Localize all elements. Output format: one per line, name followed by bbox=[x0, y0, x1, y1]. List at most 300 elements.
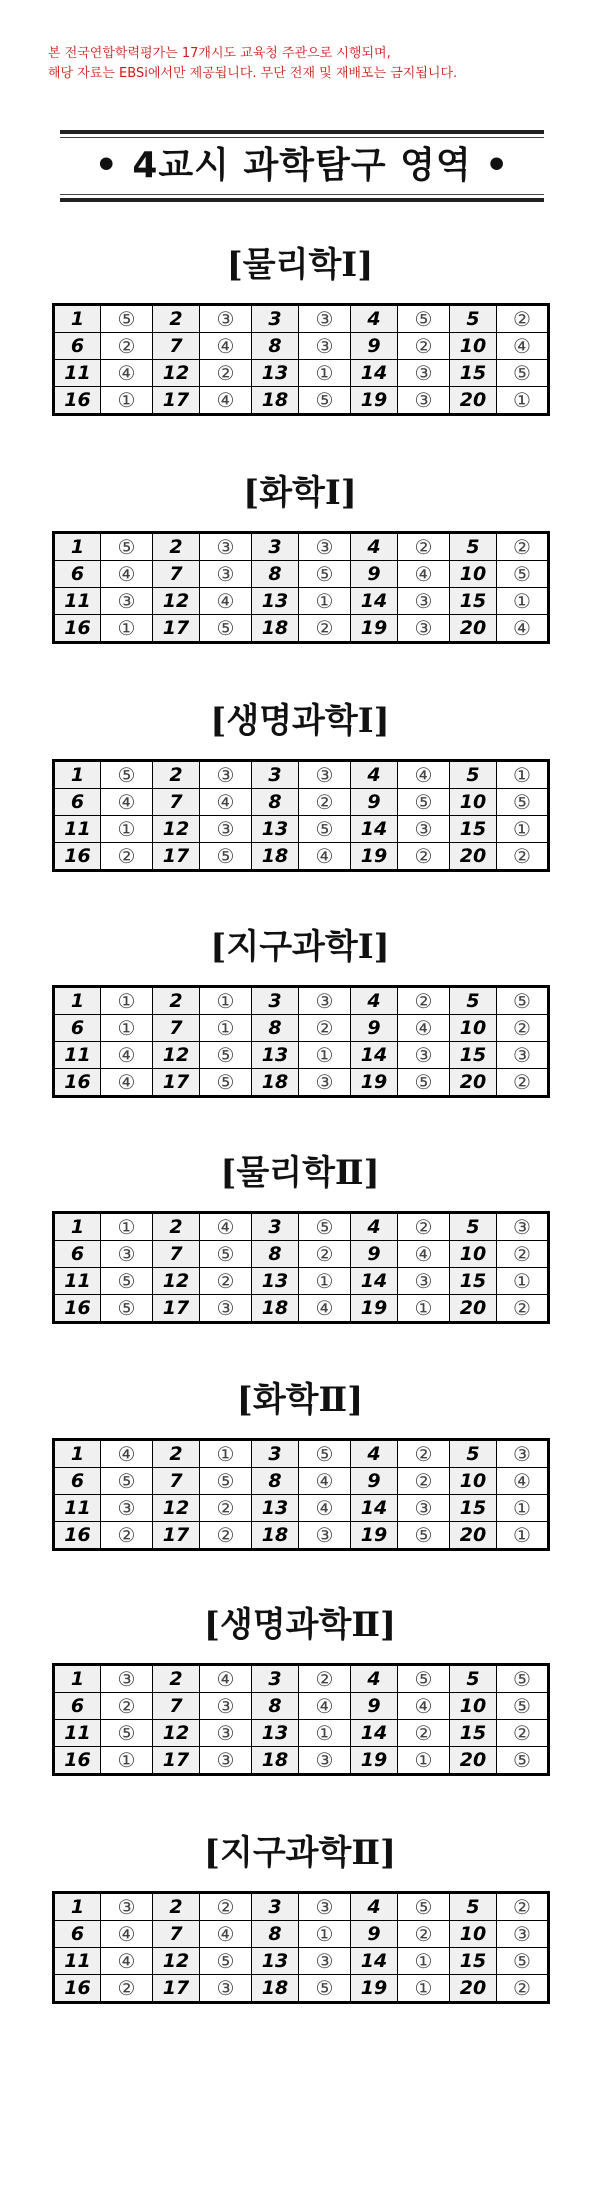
question-number: 19 bbox=[351, 387, 398, 415]
question-number: 2 bbox=[153, 533, 200, 561]
answer-value: ④ bbox=[101, 789, 153, 816]
section-banner bbox=[60, 130, 544, 202]
question-number: 14 bbox=[351, 588, 398, 615]
answer-value: ③ bbox=[398, 588, 450, 615]
answer-row bbox=[54, 987, 549, 1015]
answer-value: ② bbox=[398, 533, 450, 561]
answer-table bbox=[52, 1438, 550, 1551]
question-number: 13 bbox=[252, 1268, 299, 1295]
answer-value: ④ bbox=[497, 333, 549, 360]
question-number: 19 bbox=[351, 1069, 398, 1097]
question-number: 12 bbox=[153, 816, 200, 843]
answer-value: ③ bbox=[398, 1042, 450, 1069]
answer-value: ③ bbox=[497, 1042, 549, 1069]
question-number: 3 bbox=[252, 1440, 299, 1468]
answer-value: ① bbox=[497, 387, 549, 415]
question-number: 14 bbox=[351, 1948, 398, 1975]
question-number: 10 bbox=[450, 1015, 497, 1042]
answer-table bbox=[52, 1891, 550, 2004]
answer-value: ② bbox=[497, 843, 549, 871]
answer-row bbox=[54, 615, 549, 643]
question-number: 17 bbox=[153, 615, 200, 643]
answer-value: ① bbox=[497, 1522, 549, 1550]
question-number: 7 bbox=[153, 1241, 200, 1268]
question-number: 9 bbox=[351, 1468, 398, 1495]
question-number: 11 bbox=[54, 1720, 101, 1747]
question-number: 19 bbox=[351, 615, 398, 643]
question-number: 17 bbox=[153, 1069, 200, 1097]
question-number: 14 bbox=[351, 1042, 398, 1069]
section-title: [화학Ⅰ] bbox=[243, 473, 357, 513]
answer-value: ⑤ bbox=[398, 789, 450, 816]
answer-row bbox=[54, 1213, 549, 1241]
question-number: 1 bbox=[54, 1893, 101, 1921]
copyright-notice bbox=[48, 44, 457, 84]
question-number: 7 bbox=[153, 1921, 200, 1948]
section-title: [지구과학Ⅰ] bbox=[210, 927, 390, 967]
answer-value: ⑤ bbox=[200, 1241, 252, 1268]
question-number: 18 bbox=[252, 843, 299, 871]
answer-value: ⑤ bbox=[101, 1268, 153, 1295]
question-number: 9 bbox=[351, 1015, 398, 1042]
question-number: 15 bbox=[450, 816, 497, 843]
question-number: 6 bbox=[54, 333, 101, 360]
answer-row bbox=[54, 1693, 549, 1720]
question-number: 18 bbox=[252, 1295, 299, 1323]
question-number: 19 bbox=[351, 1522, 398, 1550]
answer-row bbox=[54, 1921, 549, 1948]
question-number: 16 bbox=[54, 387, 101, 415]
question-number: 20 bbox=[450, 1522, 497, 1550]
question-number: 2 bbox=[153, 1893, 200, 1921]
answer-row bbox=[54, 333, 549, 360]
question-number: 7 bbox=[153, 1015, 200, 1042]
answer-value: ③ bbox=[200, 533, 252, 561]
question-number: 16 bbox=[54, 843, 101, 871]
question-number: 16 bbox=[54, 615, 101, 643]
question-number: 6 bbox=[54, 561, 101, 588]
question-number: 20 bbox=[450, 843, 497, 871]
question-number: 8 bbox=[252, 1921, 299, 1948]
question-number: 14 bbox=[351, 816, 398, 843]
question-number: 9 bbox=[351, 1921, 398, 1948]
question-number: 9 bbox=[351, 789, 398, 816]
answer-value: ⑤ bbox=[200, 615, 252, 643]
answer-row bbox=[54, 1468, 549, 1495]
answer-value: ③ bbox=[200, 1720, 252, 1747]
answer-value: ③ bbox=[200, 816, 252, 843]
answer-value: ④ bbox=[299, 1693, 351, 1720]
answer-value: ② bbox=[398, 1468, 450, 1495]
answer-value: ③ bbox=[299, 533, 351, 561]
answer-value: ⑤ bbox=[398, 1522, 450, 1550]
answer-value: ③ bbox=[200, 1975, 252, 2003]
question-number: 13 bbox=[252, 1720, 299, 1747]
question-number: 10 bbox=[450, 1693, 497, 1720]
answer-section bbox=[52, 927, 548, 1098]
question-number: 16 bbox=[54, 1069, 101, 1097]
answer-value: ② bbox=[497, 1069, 549, 1097]
answer-value: ⑤ bbox=[497, 1747, 549, 1775]
answer-value: ④ bbox=[101, 1440, 153, 1468]
banner-title: • 4교시 과학탐구 영역 • bbox=[94, 145, 510, 186]
notice-line-2: 해당 자료는 EBSi에서만 제공됩니다. 무단 전재 및 재배포는 금지됩니다. bbox=[48, 66, 458, 81]
answer-value: ③ bbox=[299, 1747, 351, 1775]
question-number: 12 bbox=[153, 1042, 200, 1069]
answer-table bbox=[52, 1663, 550, 1776]
answer-value: ③ bbox=[299, 1893, 351, 1921]
question-number: 20 bbox=[450, 387, 497, 415]
question-number: 2 bbox=[153, 1665, 200, 1693]
answer-value: ② bbox=[497, 1295, 549, 1323]
answer-value: ② bbox=[299, 615, 351, 643]
answer-row bbox=[54, 1495, 549, 1522]
question-number: 4 bbox=[351, 1893, 398, 1921]
answer-section bbox=[52, 1380, 548, 1551]
question-number: 18 bbox=[252, 387, 299, 415]
answer-row bbox=[54, 360, 549, 387]
answer-row bbox=[54, 816, 549, 843]
question-number: 10 bbox=[450, 789, 497, 816]
answer-value: ⑤ bbox=[497, 789, 549, 816]
answer-value: ② bbox=[299, 1665, 351, 1693]
question-number: 4 bbox=[351, 1440, 398, 1468]
answer-row bbox=[54, 1069, 549, 1097]
section-title: [물리학Ⅰ] bbox=[226, 245, 374, 285]
question-number: 2 bbox=[153, 761, 200, 789]
answer-value: ③ bbox=[200, 1693, 252, 1720]
answer-value: ③ bbox=[398, 387, 450, 415]
answer-table bbox=[52, 1211, 550, 1324]
section-title: [화학Ⅱ] bbox=[236, 1380, 364, 1420]
answer-value: ① bbox=[497, 588, 549, 615]
answer-row bbox=[54, 789, 549, 816]
answer-table bbox=[52, 531, 550, 644]
question-number: 1 bbox=[54, 987, 101, 1015]
answer-value: ③ bbox=[200, 1747, 252, 1775]
answer-value: ③ bbox=[299, 333, 351, 360]
question-number: 16 bbox=[54, 1975, 101, 2003]
answer-value: ④ bbox=[398, 561, 450, 588]
answer-value: ⑤ bbox=[398, 1069, 450, 1097]
answer-value: ② bbox=[200, 1495, 252, 1522]
question-number: 16 bbox=[54, 1747, 101, 1775]
answer-value: ④ bbox=[200, 1665, 252, 1693]
answer-row bbox=[54, 305, 549, 333]
answer-value: ① bbox=[497, 761, 549, 789]
question-number: 7 bbox=[153, 333, 200, 360]
answer-value: ① bbox=[398, 1295, 450, 1323]
answer-section bbox=[52, 1605, 548, 1776]
answer-value: ① bbox=[299, 1921, 351, 1948]
answer-row bbox=[54, 1747, 549, 1775]
question-number: 2 bbox=[153, 1440, 200, 1468]
answer-value: ⑤ bbox=[299, 1440, 351, 1468]
question-number: 6 bbox=[54, 1693, 101, 1720]
question-number: 2 bbox=[153, 305, 200, 333]
answer-value: ① bbox=[200, 987, 252, 1015]
question-number: 11 bbox=[54, 360, 101, 387]
question-number: 13 bbox=[252, 588, 299, 615]
answer-row bbox=[54, 1975, 549, 2003]
question-number: 9 bbox=[351, 333, 398, 360]
answer-section bbox=[52, 1153, 548, 1324]
answer-value: ④ bbox=[200, 387, 252, 415]
answer-value: ① bbox=[299, 1720, 351, 1747]
answer-row bbox=[54, 1268, 549, 1295]
question-number: 4 bbox=[351, 987, 398, 1015]
answer-value: ① bbox=[398, 1975, 450, 2003]
answer-row bbox=[54, 561, 549, 588]
question-number: 14 bbox=[351, 1495, 398, 1522]
answer-value: ② bbox=[497, 1893, 549, 1921]
question-number: 4 bbox=[351, 533, 398, 561]
question-number: 7 bbox=[153, 561, 200, 588]
answer-value: ③ bbox=[398, 1495, 450, 1522]
question-number: 20 bbox=[450, 1069, 497, 1097]
question-number: 13 bbox=[252, 1948, 299, 1975]
question-number: 19 bbox=[351, 1975, 398, 2003]
answer-value: ⑤ bbox=[497, 1948, 549, 1975]
answer-value: ④ bbox=[398, 1693, 450, 1720]
answer-value: ② bbox=[101, 1975, 153, 2003]
answer-value: ⑤ bbox=[101, 1468, 153, 1495]
question-number: 15 bbox=[450, 588, 497, 615]
question-number: 17 bbox=[153, 843, 200, 871]
answer-value: ③ bbox=[299, 761, 351, 789]
answer-row bbox=[54, 1948, 549, 1975]
answer-row bbox=[54, 1720, 549, 1747]
question-number: 8 bbox=[252, 789, 299, 816]
question-number: 10 bbox=[450, 1241, 497, 1268]
answer-table bbox=[52, 985, 550, 1098]
question-number: 5 bbox=[450, 1213, 497, 1241]
question-number: 17 bbox=[153, 1295, 200, 1323]
question-number: 10 bbox=[450, 333, 497, 360]
question-number: 3 bbox=[252, 533, 299, 561]
question-number: 11 bbox=[54, 1042, 101, 1069]
answer-value: ④ bbox=[200, 1921, 252, 1948]
answer-value: ③ bbox=[398, 1268, 450, 1295]
question-number: 11 bbox=[54, 588, 101, 615]
answer-value: ① bbox=[299, 1042, 351, 1069]
question-number: 6 bbox=[54, 1241, 101, 1268]
question-number: 11 bbox=[54, 1495, 101, 1522]
question-number: 12 bbox=[153, 1948, 200, 1975]
question-number: 8 bbox=[252, 1241, 299, 1268]
answer-value: ④ bbox=[101, 360, 153, 387]
question-number: 3 bbox=[252, 761, 299, 789]
question-number: 20 bbox=[450, 615, 497, 643]
question-number: 18 bbox=[252, 1975, 299, 2003]
answer-value: ① bbox=[101, 816, 153, 843]
answer-value: ③ bbox=[101, 1495, 153, 1522]
answer-row bbox=[54, 1893, 549, 1921]
question-number: 17 bbox=[153, 387, 200, 415]
question-number: 15 bbox=[450, 1042, 497, 1069]
question-number: 19 bbox=[351, 1295, 398, 1323]
answer-value: ⑤ bbox=[299, 816, 351, 843]
question-number: 8 bbox=[252, 1693, 299, 1720]
answer-table bbox=[52, 303, 550, 416]
answer-row bbox=[54, 1440, 549, 1468]
question-number: 17 bbox=[153, 1747, 200, 1775]
answer-value: ③ bbox=[101, 1241, 153, 1268]
question-number: 15 bbox=[450, 1268, 497, 1295]
answer-value: ③ bbox=[398, 816, 450, 843]
question-number: 13 bbox=[252, 816, 299, 843]
answer-value: ⑤ bbox=[200, 1042, 252, 1069]
question-number: 10 bbox=[450, 1468, 497, 1495]
answer-value: ① bbox=[497, 1268, 549, 1295]
answer-value: ② bbox=[398, 1921, 450, 1948]
answer-value: ③ bbox=[497, 1440, 549, 1468]
question-number: 16 bbox=[54, 1522, 101, 1550]
answer-value: ② bbox=[398, 1213, 450, 1241]
question-number: 19 bbox=[351, 1747, 398, 1775]
question-number: 2 bbox=[153, 1213, 200, 1241]
question-number: 10 bbox=[450, 1921, 497, 1948]
answer-value: ② bbox=[398, 1720, 450, 1747]
answer-value: ② bbox=[200, 1268, 252, 1295]
question-number: 16 bbox=[54, 1295, 101, 1323]
section-title: [생명과학Ⅰ] bbox=[210, 701, 390, 741]
answer-value: ③ bbox=[299, 1069, 351, 1097]
answer-value: ② bbox=[200, 1522, 252, 1550]
answer-value: ⑤ bbox=[101, 533, 153, 561]
question-number: 1 bbox=[54, 1440, 101, 1468]
answer-value: ③ bbox=[299, 1948, 351, 1975]
answer-row bbox=[54, 1295, 549, 1323]
question-number: 20 bbox=[450, 1295, 497, 1323]
question-number: 19 bbox=[351, 843, 398, 871]
answer-row bbox=[54, 761, 549, 789]
question-number: 9 bbox=[351, 1241, 398, 1268]
question-number: 3 bbox=[252, 305, 299, 333]
question-number: 20 bbox=[450, 1747, 497, 1775]
answer-value: ① bbox=[299, 588, 351, 615]
question-number: 11 bbox=[54, 1268, 101, 1295]
question-number: 5 bbox=[450, 533, 497, 561]
answer-value: ⑤ bbox=[101, 1720, 153, 1747]
answer-value: ③ bbox=[200, 305, 252, 333]
question-number: 8 bbox=[252, 561, 299, 588]
question-number: 12 bbox=[153, 1495, 200, 1522]
answer-value: ④ bbox=[398, 1015, 450, 1042]
answer-value: ③ bbox=[200, 561, 252, 588]
answer-value: ⑤ bbox=[299, 1213, 351, 1241]
answer-value: ⑤ bbox=[497, 561, 549, 588]
question-number: 18 bbox=[252, 1069, 299, 1097]
answer-value: ③ bbox=[398, 615, 450, 643]
answer-value: ④ bbox=[299, 1468, 351, 1495]
question-number: 15 bbox=[450, 360, 497, 387]
answer-value: ⑤ bbox=[398, 305, 450, 333]
banner-top-rule bbox=[60, 130, 544, 134]
question-number: 14 bbox=[351, 1720, 398, 1747]
answer-row bbox=[54, 843, 549, 871]
answer-value: ③ bbox=[200, 1295, 252, 1323]
answer-value: ③ bbox=[101, 588, 153, 615]
section-title: [물리학Ⅱ] bbox=[220, 1153, 380, 1193]
question-number: 18 bbox=[252, 615, 299, 643]
answer-section bbox=[52, 245, 548, 416]
question-number: 17 bbox=[153, 1522, 200, 1550]
question-number: 3 bbox=[252, 1665, 299, 1693]
answer-value: ⑤ bbox=[200, 1948, 252, 1975]
answer-value: ② bbox=[299, 789, 351, 816]
question-number: 5 bbox=[450, 305, 497, 333]
answer-value: ① bbox=[101, 615, 153, 643]
answer-value: ② bbox=[497, 1975, 549, 2003]
question-number: 15 bbox=[450, 1720, 497, 1747]
answer-value: ④ bbox=[497, 615, 549, 643]
answer-value: ③ bbox=[299, 1522, 351, 1550]
answer-value: ① bbox=[101, 1213, 153, 1241]
question-number: 7 bbox=[153, 789, 200, 816]
answer-value: ② bbox=[101, 1522, 153, 1550]
question-number: 7 bbox=[153, 1468, 200, 1495]
question-number: 9 bbox=[351, 561, 398, 588]
question-number: 4 bbox=[351, 305, 398, 333]
answer-value: ⑤ bbox=[200, 1069, 252, 1097]
question-number: 1 bbox=[54, 761, 101, 789]
answer-value: ② bbox=[101, 1693, 153, 1720]
question-number: 1 bbox=[54, 533, 101, 561]
answer-row bbox=[54, 533, 549, 561]
answer-row bbox=[54, 1522, 549, 1550]
question-number: 4 bbox=[351, 1213, 398, 1241]
answer-row bbox=[54, 387, 549, 415]
answer-section bbox=[52, 701, 548, 872]
answer-value: ④ bbox=[200, 789, 252, 816]
answer-value: ② bbox=[398, 987, 450, 1015]
answer-value: ⑤ bbox=[299, 561, 351, 588]
question-number: 11 bbox=[54, 1948, 101, 1975]
question-number: 6 bbox=[54, 1921, 101, 1948]
question-number: 5 bbox=[450, 761, 497, 789]
question-number: 15 bbox=[450, 1948, 497, 1975]
answer-value: ① bbox=[497, 1495, 549, 1522]
answer-value: ④ bbox=[398, 761, 450, 789]
answer-value: ④ bbox=[101, 1069, 153, 1097]
question-number: 8 bbox=[252, 333, 299, 360]
answer-value: ① bbox=[299, 1268, 351, 1295]
question-number: 2 bbox=[153, 987, 200, 1015]
answer-table bbox=[52, 759, 550, 872]
answer-value: ① bbox=[398, 1948, 450, 1975]
question-number: 1 bbox=[54, 1665, 101, 1693]
answer-value: ⑤ bbox=[200, 843, 252, 871]
answer-value: ② bbox=[497, 533, 549, 561]
answer-value: ④ bbox=[398, 1241, 450, 1268]
answer-value: ⑤ bbox=[398, 1893, 450, 1921]
answer-value: ② bbox=[497, 1015, 549, 1042]
answer-value: ④ bbox=[101, 1042, 153, 1069]
answer-value: ② bbox=[101, 843, 153, 871]
answer-section bbox=[52, 473, 548, 644]
answer-value: ⑤ bbox=[497, 1665, 549, 1693]
answer-value: ⑤ bbox=[497, 1693, 549, 1720]
question-number: 13 bbox=[252, 360, 299, 387]
answer-value: ① bbox=[497, 816, 549, 843]
answer-value: ④ bbox=[299, 1295, 351, 1323]
answer-value: ③ bbox=[497, 1921, 549, 1948]
answer-value: ① bbox=[299, 360, 351, 387]
answer-row bbox=[54, 1042, 549, 1069]
banner-bottom-thin-rule bbox=[60, 194, 544, 195]
answer-value: ④ bbox=[299, 1495, 351, 1522]
